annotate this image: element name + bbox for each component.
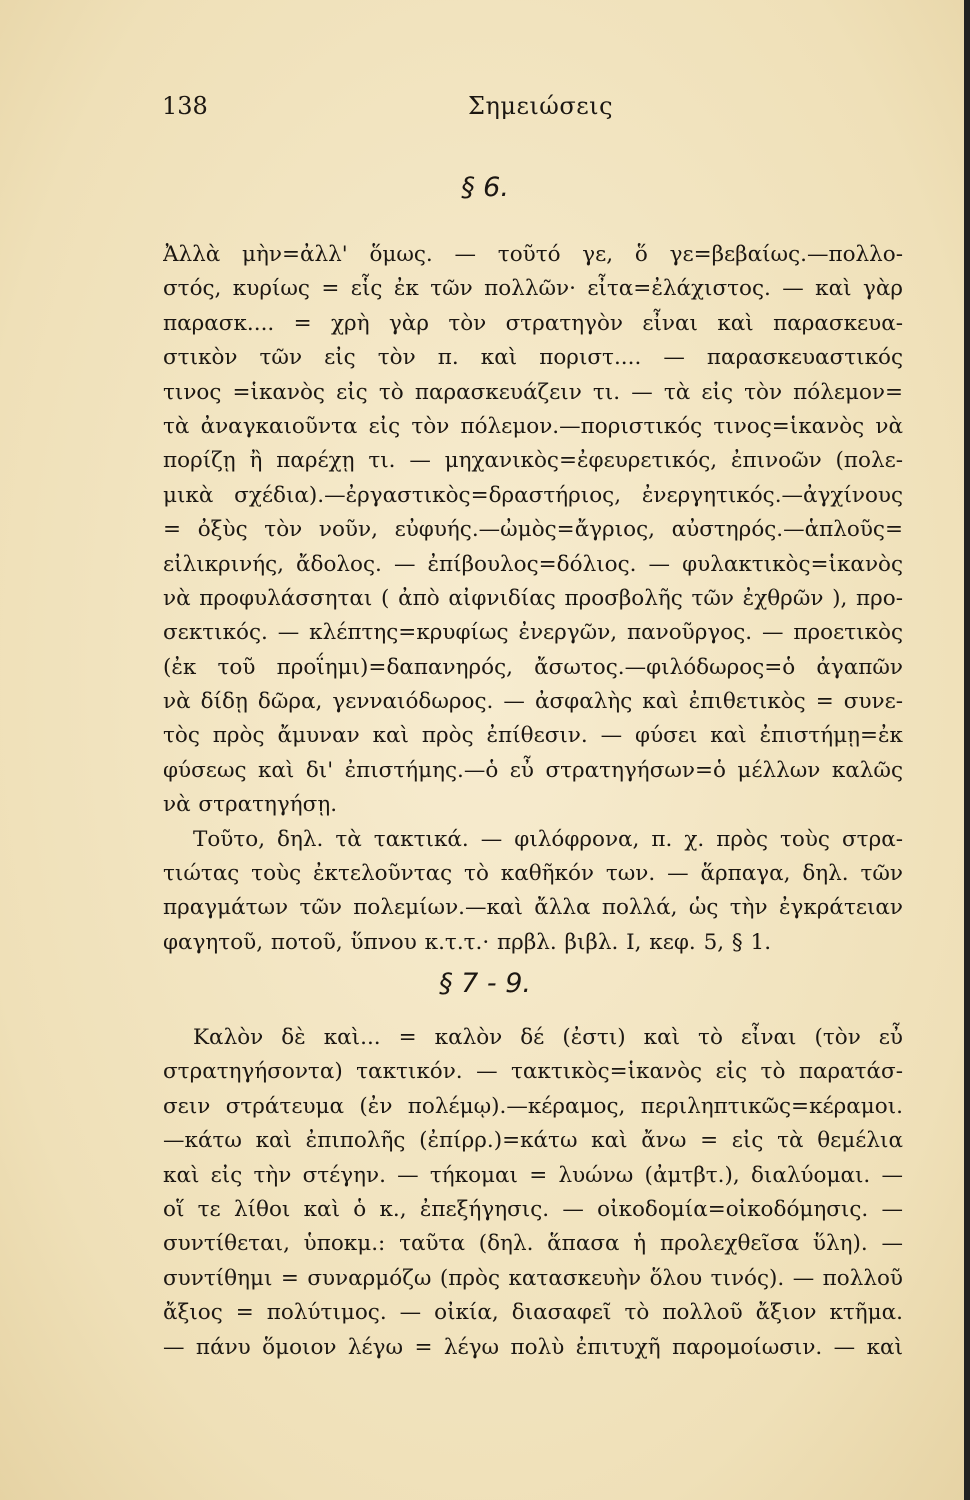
text-line: σεκτικός. — κλέπτης=κρυφίως ἐνεργῶν, πανοῦργος. — προετικὸς [163,620,903,646]
text-line: σειν στράτευμα (ἐν πολέμῳ).—κέραμος, περιληπτικῶς=κέραμοι. [163,1093,903,1119]
text-line: ἄξιος = πολύτιμος. — οἰκία, διασαφεῖ τὸ πολλοῦ ἄξιον κτῆμα. [163,1300,903,1326]
running-head [162,92,900,126]
running-title: Σημειώσεις [468,92,614,120]
text-line: συντίθημι = συναρμόζω (πρὸς κατασκευὴν ὅλου τινός). — πολλοῦ [163,1265,903,1291]
text-line: = ὀξὺς τὸν νοῦν, εὐφυής.—ὠμὸς=ἄγριος, αὐστηρός.—ἁπλοῦς= [163,517,903,543]
text-line: — πάνυ ὅμοιον λέγω = λέγω πολὺ ἐπιτυχῆ παρομοίωσιν. — καὶ [163,1334,903,1360]
text-line: Ἀλλὰ μὴν=ἀλλ' ὅμως. — τοῦτό γε, ὅ γε=βεβαίως.—πολλο- [163,242,903,267]
text-line: νὰ δίδῃ δῶρα, γενναιόδωρος. — ἀσφαλὴς καὶ ἐπιθετικὸς = συνε- [163,689,903,715]
text-line: στός, κυρίως = εἷς ἐκ τῶν πολλῶν· εἶτα=ἐλάχιστος. — καὶ γὰρ [163,276,903,302]
text-line: —κάτω καὶ ἐπιπολῆς (ἐπίρρ.)=κάτω καὶ ἄνω = εἰς τὰ θεμέλια [163,1128,903,1154]
section-heading-6: § 6. [461,172,509,203]
text-line: στικὸν τῶν εἰς τὸν π. καὶ ποριστ.... — παρασκευαστικός [163,345,903,371]
text-line: φύσεως καὶ δι' ἐπιστήμης.—ὁ εὖ στρατηγήσων=ὁ μέλλων καλῶς [163,757,903,783]
text-line: πορίζῃ ἢ παρέχῃ τι. — μηχανικὸς=ἐφευρετικός, ἐπινοῶν (πολε- [163,448,903,474]
text-line: συντίθεται, ὑποκμ.: ταῦτα (δηλ. ἅπασα ἡ προλεχθεῖσα ὕλη). — [163,1231,903,1257]
text-line: στρατηγήσοντα) τακτικόν. — τακτικὸς=ἱκανὸς εἰς τὸ παρατάσ- [163,1059,903,1085]
page-edge-shadow [964,0,970,1500]
section-7-9-text [163,1021,903,1365]
section-heading-7-9: § 7 - 9. [439,968,531,999]
text-line: παρασκ.... = χρὴ γὰρ τὸν στρατηγὸν εἶναι καὶ παρασκευα- [163,310,903,336]
text-line: (ἐκ τοῦ προΐημι)=δαπανηρός, ἄσωτος.—φιλόδωρος=ὁ ἀγαπῶν [163,654,903,680]
text-line: τινος =ἱκανὸς εἰς τὸ παρασκευάζειν τι. — τὰ εἰς τὸν πόλεμον= [163,379,903,405]
text-line: τὰ ἀναγκαιοῦντα εἰς τὸν πόλεμον.—ποριστικός τινος=ἱκανὸς νὰ [163,413,903,439]
text-line: μικὰ σχέδια).—ἐργαστικὸς=δραστήριος, ἐνεργητικός.—ἀγχίνους [163,482,903,508]
text-line: τὸς πρὸς ἄμυναν καὶ πρὸς ἐπίθεσιν. — φύσει καὶ ἐπιστήμῃ=ἐκ [163,723,903,749]
text-line: τιώτας τοὺς ἐκτελοῦντας τὸ καθῆκόν των. — ἅρπαγα, δηλ. τῶν [163,861,903,887]
text-line: Καλὸν δὲ καὶ... = καλὸν δέ (ἐστι) καὶ τὸ εἶναι (τὸν εὖ [193,1025,903,1050]
text-line: πραγμάτων τῶν πολεμίων.—καὶ ἄλλα πολλά, ὡς τὴν ἐγκράτειαν [163,895,903,921]
text-line: φαγητοῦ, ποτοῦ, ὕπνου κ.τ.τ.· πρβλ. βιβλ. I, κεφ. 5, § 1. [163,929,772,955]
text-line: νὰ προφυλάσσηται ( ἀπὸ αἰφνιδίας προσβολῆς τῶν ἐχθρῶν ), προ- [163,585,903,611]
text-line: εἰλικρινής, ἄδολος. — ἐπίβουλος=δόλιος. — φυλακτικὸς=ἱκανὸς [163,551,903,577]
section-6-text [163,238,903,960]
text-line: καὶ εἰς τὴν στέγην. — τήκομαι = λυώνω (ἀμτβτ.), διαλύομαι. — [163,1162,903,1188]
text-line: νὰ στρατηγήσῃ. [163,792,338,818]
text-line: Τοῦτο, δηλ. τὰ τακτικά. — φιλόφρονα, π. χ. πρὸς τοὺς στρα- [193,826,903,852]
text-line: οἵ τε λίθοι καὶ ὁ κ., ἐπεξήγησις. — οἰκοδομία=οἰκοδόμησις. — [163,1196,903,1222]
page-number: 138 [162,92,208,120]
